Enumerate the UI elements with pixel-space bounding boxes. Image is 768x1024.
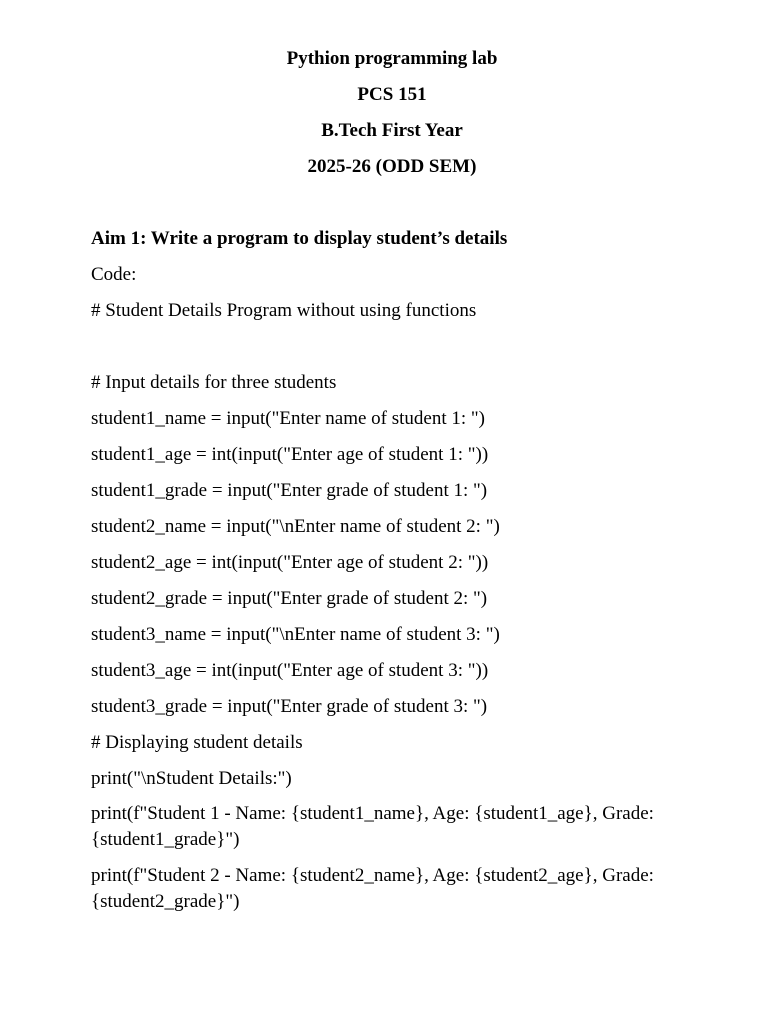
code-line: student1_age = int(input("Enter age of student 1: ")) [91, 444, 489, 465]
code-line: student3_age = int(input("Enter age of student 3: ")) [91, 660, 489, 681]
code-line: student2_age = int(input("Enter age of student 2: ")) [91, 552, 489, 573]
aim-heading: Aim 1: Write a program to display student’s details [91, 228, 508, 249]
code-comment-input: # Input details for three students [91, 372, 337, 393]
program-name: B.Tech First Year [321, 120, 463, 141]
code-line: student2_name = input("\nEnter name of student 2: ") [91, 516, 500, 537]
session-label: 2025-26 (ODD SEM) [307, 156, 477, 177]
code-comment-display: # Displaying student details [91, 732, 303, 753]
code-line: student1_grade = input("Enter grade of student 1: ") [91, 480, 488, 501]
code-label: Code: [91, 264, 137, 285]
document-title: Pythion programming lab [286, 48, 498, 69]
code-print-header: print("\nStudent Details:") [91, 768, 292, 789]
code-line: student3_name = input("\nEnter name of student 3: ") [91, 624, 500, 645]
code-print-student1: print(f"Student 1 - Name: {student1_name}, Age: {student1_age}, Grade: {student1_grade}") [91, 803, 654, 850]
course-code: PCS 151 [357, 84, 427, 105]
code-line: student3_grade = input("Enter grade of student 3: ") [91, 696, 488, 717]
code-line: student1_name = input("Enter name of student 1: ") [91, 408, 485, 429]
code-print-student2: print(f"Student 2 - Name: {student2_name}, Age: {student2_age}, Grade: {student2_grade}") [91, 865, 654, 912]
code-line: student2_grade = input("Enter grade of student 2: ") [91, 588, 488, 609]
code-comment-program: # Student Details Program without using functions [91, 300, 477, 321]
